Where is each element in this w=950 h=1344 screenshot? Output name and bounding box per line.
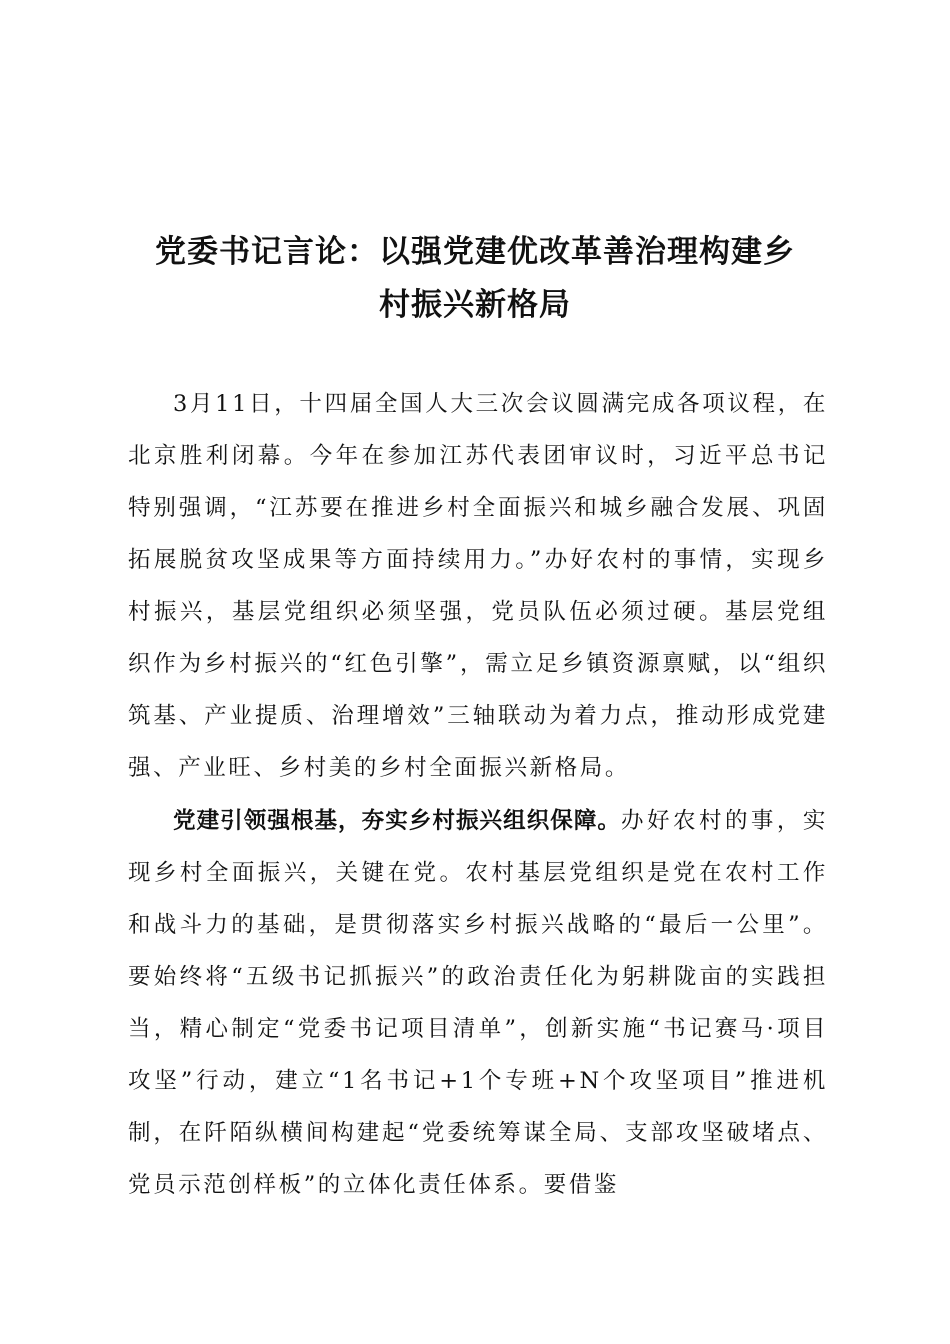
paragraph-2-lead: 党建引领强根基，夯实乡村振兴组织保障。 (173, 808, 622, 834)
title-line-2: 村振兴新格局 (379, 287, 571, 323)
paragraph-2-text: 办好农村的事，实现乡村全面振兴，关键在党。农村基层党组织是党在农村工作和战斗力的基础，是贯彻落实乡村振兴战略的“最后一公里”。要始终将“五级书记抓振兴”的政治责任化为躬耕陇亩的实践担当，精心制定“党委书记项目清单”，创新实施“书记赛马·项目攻坚”行动，建立“1名书记+1个专班+N个攻坚项目”推进机制，在阡陌纵横间构建起“党委统筹谋全局、支部攻坚破堵点、党员示范创样板”的立体化责任体系。要借鉴 (128, 808, 828, 1198)
document-title (118, 226, 832, 332)
title-line-1: 党委书记言论：以强党建优改革善治理构建乡 (155, 234, 795, 270)
document-body (128, 378, 828, 1211)
paragraph-2 (128, 795, 828, 1211)
paragraph-1 (128, 378, 828, 794)
paragraph-1-text: 3月11日，十四届全国人大三次会议圆满完成各项议程，在北京胜利闭幕。今年在参加江苏代表团审议时，习近平总书记特别强调，“江苏要在推进乡村全面振兴和城乡融合发展、巩固拓展脱贫攻坚成果等方面持续用力。”办好农村的事情，实现乡村振兴，基层党组织必须坚强，党员队伍必须过硬。基层党组织作为乡村振兴的“红色引擎”，需立足乡镇资源禀赋，以“组织筑基、产业提质、治理增效”三轴联动为着力点，推动形成党建强、产业旺、乡村美的乡村全面振兴新格局。 (128, 391, 828, 781)
